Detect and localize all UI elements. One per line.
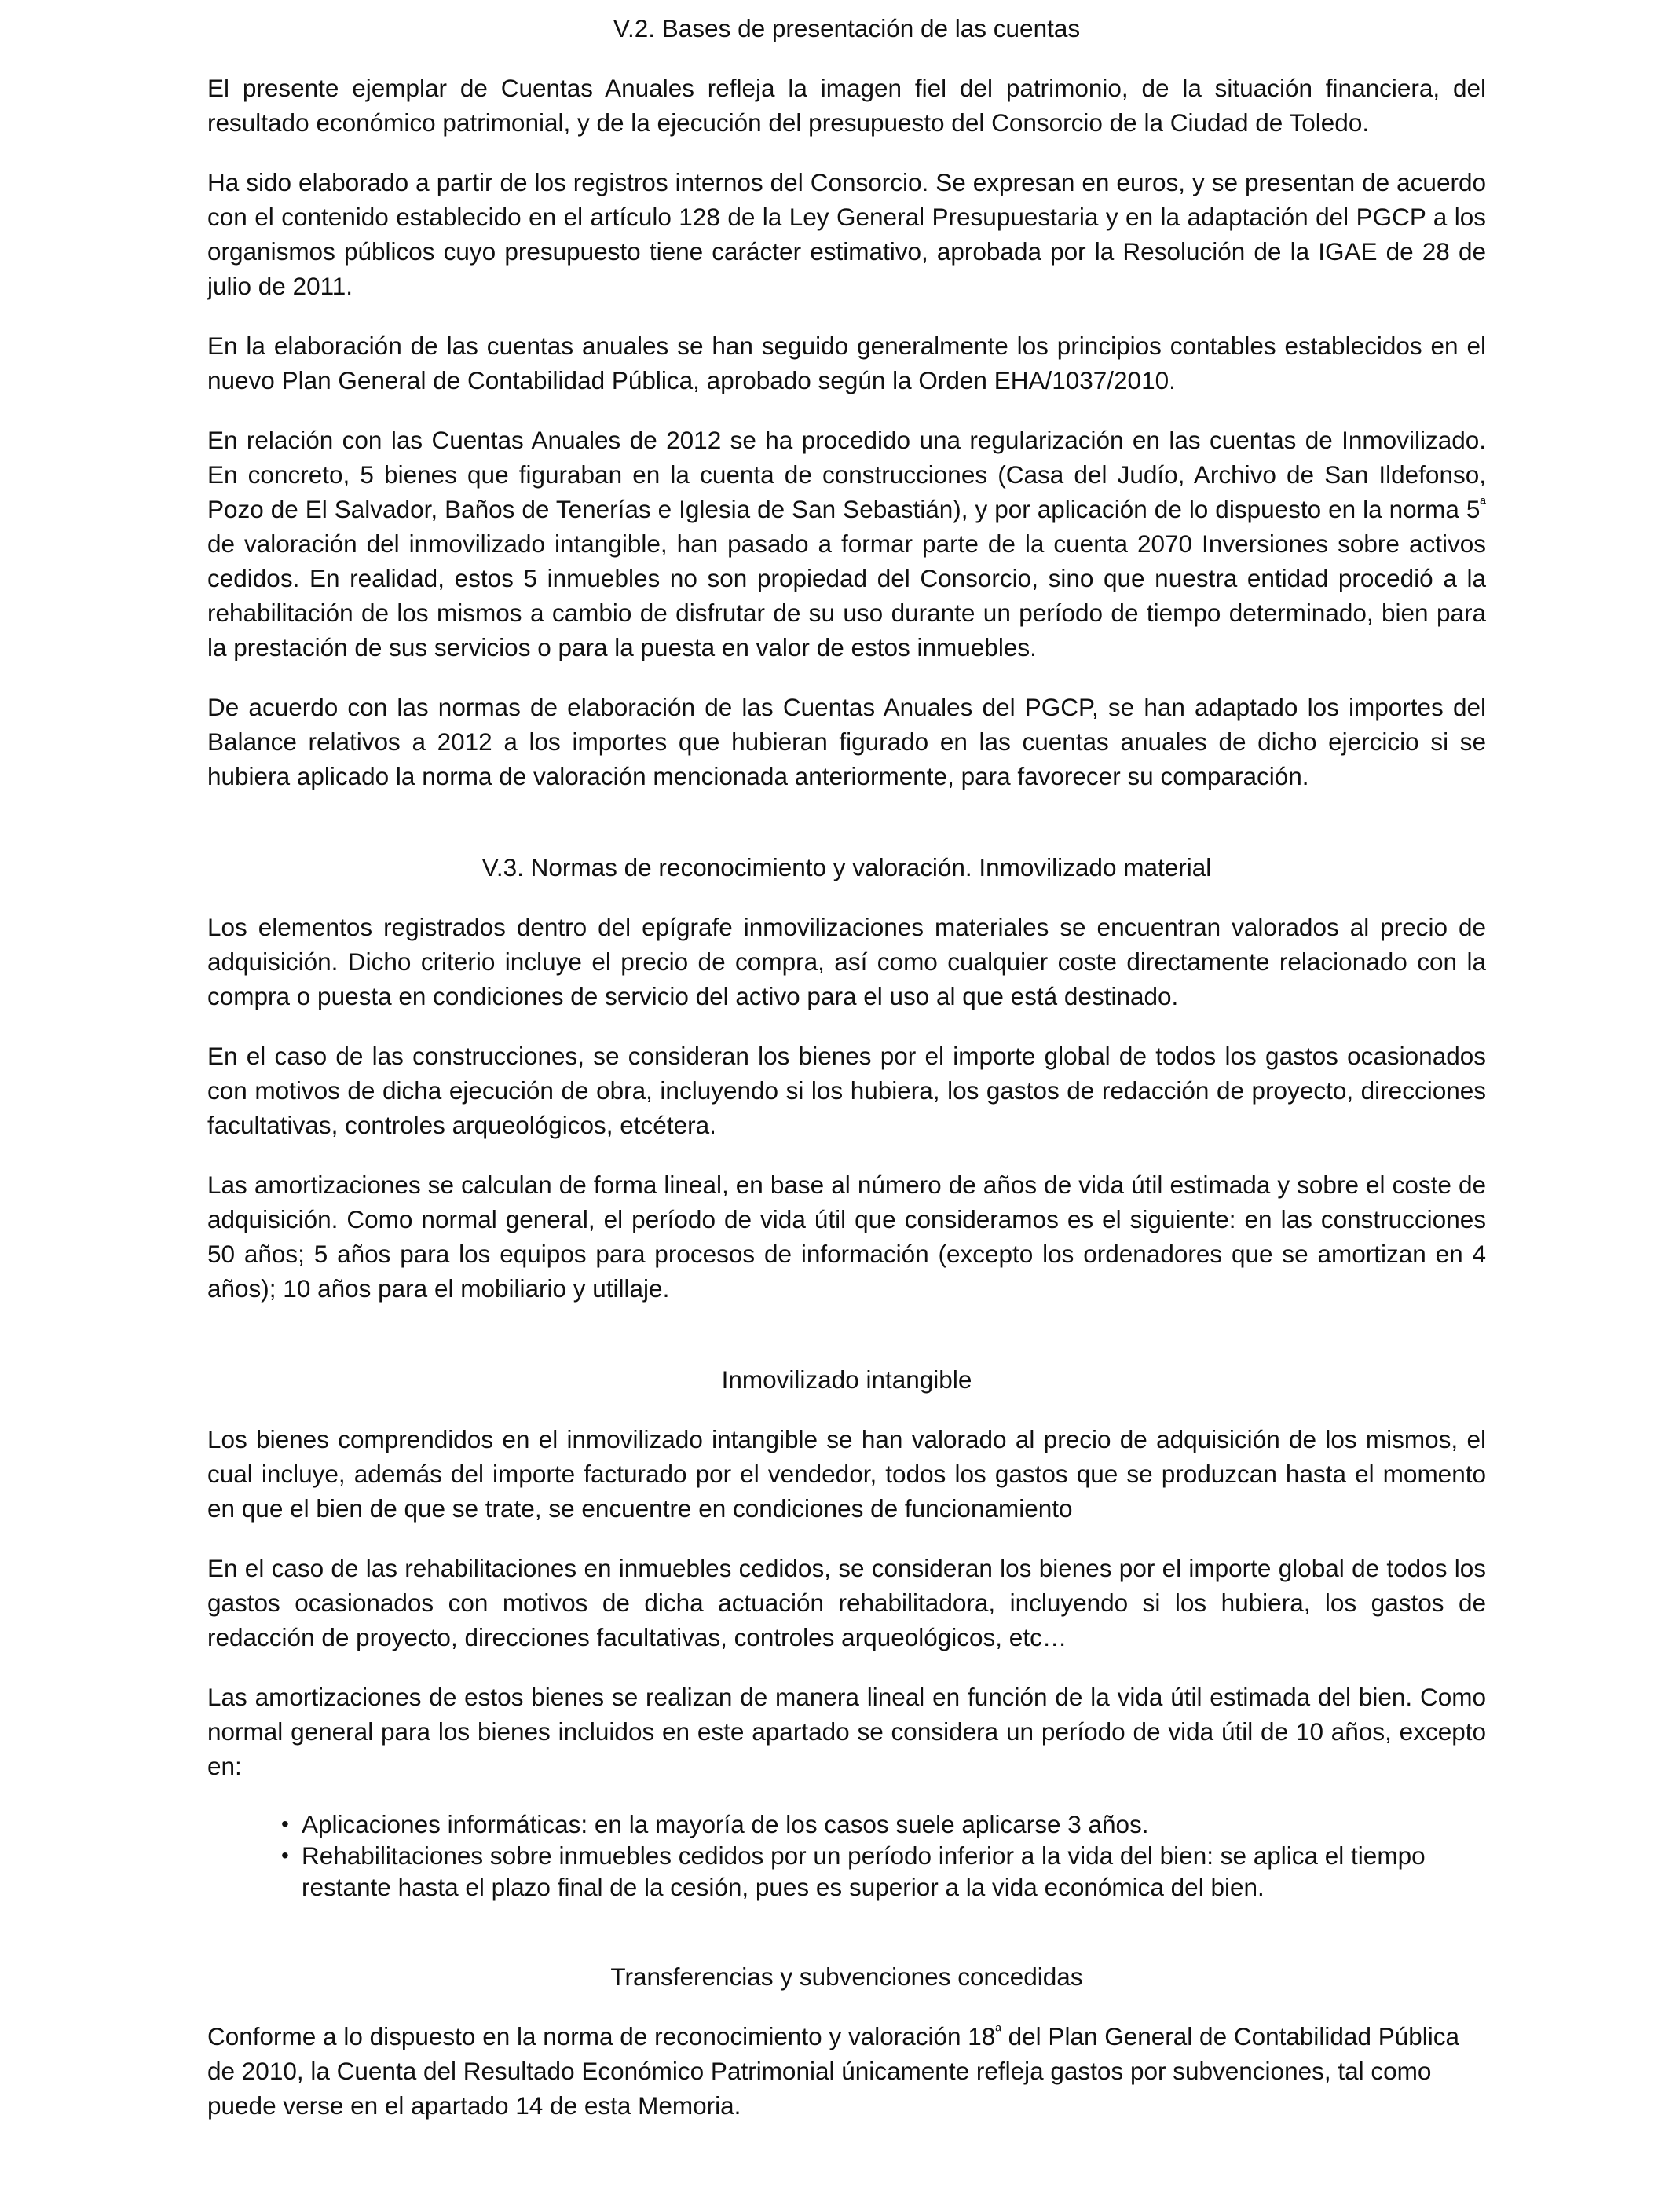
list-item-text: Aplicaciones informáticas: en la mayoría de los casos suele aplicarse 3 años. [302, 1810, 1149, 1838]
bullet-icon: • [281, 1812, 289, 1836]
text-run: Conforme a lo dispuesto en la norma de reconocimiento y valoración 18 [207, 2022, 996, 2050]
section-heading-transferencias: Transferencias y subvenciones concedidas [610, 1962, 1083, 1991]
paragraph-registros-internos: Ha sido elaborado a partir de los registros internos del Consorcio. Se expresan en euros, y se presentan de acuerdo con el contenido establecido en el artículo 128 de la Ley General Presupuestaria y en la adaptación del PGCP a los organismos públicos cuyo presupuesto tiene carácter estimativo, aprobada por la Resolución de la IGAE de 28 de julio de 2011. [207, 168, 1486, 300]
paragraph-subvenciones [207, 2019, 1486, 2123]
list-item [281, 1808, 1486, 1840]
section-heading-bases-presentacion: V.2. Bases de presentación de las cuentas [613, 14, 1081, 42]
text-run: de valoración del inmovilizado intangible, han pasado a formar parte de la cuenta 2070 Inversiones sobre activos cedidos. En realidad, estos 5 inmuebles no son propiedad del Consorcio, sino que nuestra entidad procedió a la rehabilitación de los mismos a cambio de disfrutar de su uso durante un período de tiempo determinado, bien para la prestación de sus servicios o para la puesta en valor de estos inmuebles. [207, 530, 1486, 661]
paragraph-amortizaciones-material: Las amortizaciones se calculan de forma lineal, en base al número de años de vida útil estimada y sobre el coste de adquisición. Como normal general, el período de vida útil que consideramos es el siguiente: en las construcciones 50 años; 5 años para los equipos para procesos de información (excepto los ordenadores que se amortizan en 4 años); 10 años para el mobiliario y utillaje. [207, 1171, 1486, 1303]
paragraph-regularizacion-inmovilizado [207, 423, 1486, 665]
paragraph-elementos-registrados: Los elementos registrados dentro del epígrafe inmovilizaciones materiales se encuentran valorados al precio de adquisición. Dicho criterio incluye el precio de compra, así como cualquier coste directamente relacionado con la compra o puesta en condiciones de servicio del activo para el uso al que está destinado. [207, 913, 1486, 1010]
exceptions-list [207, 1808, 1486, 1903]
paragraph-adaptacion-importes: De acuerdo con las normas de elaboración de las Cuentas Anuales del PGCP, se han adaptado los importes del Balance relativos a 2012 a los importes que hubieran figurado en las cuentas anuales de dicho ejercicio si se hubiera aplicado la norma de valoración mencionada anteriormente, para favorecer su comparación. [207, 693, 1486, 790]
paragraph-bienes-intangible: Los bienes comprendidos en el inmovilizado intangible se han valorado al precio de adquisición de los mismos, el cual incluye, además del importe facturado por el vendedor, todos los gastos que se produzcan hasta el momento en que el bien de que se trate, se encuentre en condiciones de funcionamiento [207, 1425, 1486, 1523]
paragraph-rehabilitaciones: En el caso de las rehabilitaciones en inmuebles cedidos, se consideran los bienes por el importe global de todos los gastos ocasionados con motivos de dicha actuación rehabilitadora, incluyendo si los hubiera, los gastos de redacción de proyecto, direcciones facultativas, controles arqueológicos, etc… [207, 1554, 1486, 1651]
paragraph-construcciones: En el caso de las construcciones, se consideran los bienes por el importe global de todos los gastos ocasionados con motivos de dicha ejecución de obra, incluyendo si los hubiera, los gastos de redacción de proyecto, direcciones facultativas, controles arqueológicos, etcétera. [207, 1042, 1486, 1139]
section-heading-inmovilizado-intangible: Inmovilizado intangible [721, 1365, 972, 1394]
paragraph-principios-contables: En la elaboración de las cuentas anuales se han seguido generalmente los principios contables establecidos en el nuevo Plan General de Contabilidad Pública, aprobado según la Orden EHA/1037/2010. [207, 332, 1486, 394]
list-item-text: Rehabilitaciones sobre inmuebles cedidos por un período inferior a la vida del bien: se aplica el tiempo restante hasta el plazo final de la cesión, pues es superior a la vida económica del bien. [302, 1841, 1426, 1901]
section-heading-inmovilizado-material: V.3. Normas de reconocimiento y valoración. Inmovilizado material [481, 853, 1212, 881]
text-run: En relación con las Cuentas Anuales de 2012 se ha procedido una regularización en las cuentas de Inmovilizado. En concreto, 5 bienes que figuraban en la cuenta de construcciones (Casa del Judío, Archivo de San Ildefonso, Pozo de El Salvador, Baños de Tenerías e Iglesia de San Sebastián), y por aplicación de lo dispuesto en la norma 5 [207, 426, 1486, 523]
paragraph-imagen-fiel: El presente ejemplar de Cuentas Anuales refleja la imagen fiel del patrimonio, de la situación financiera, del resultado económico patrimonial, y de la ejecución del presupuesto del Consorcio de la Ciudad de Toledo. [207, 74, 1486, 137]
text-run: del Plan General de Contabilidad Pública de 2010, la Cuenta del Resultado Económico Patrimonial únicamente refleja gastos por subvenciones, tal como puede verse en el apartado 14 de esta Memoria. [207, 2022, 1460, 2120]
ordinal-superscript: ª [995, 2021, 1001, 2040]
bullet-icon: • [281, 1843, 289, 1867]
paragraph-amortizaciones-intangible: Las amortizaciones de estos bienes se realizan de manera lineal en función de la vida útil estimada del bien. Como normal general para los bienes incluidos en este apartado se considera un período de vida útil de 10 años, excepto en: [207, 1683, 1486, 1780]
document-page [207, 11, 1486, 2123]
ordinal-superscript: ª [1480, 494, 1486, 513]
list-item [281, 1840, 1486, 1903]
